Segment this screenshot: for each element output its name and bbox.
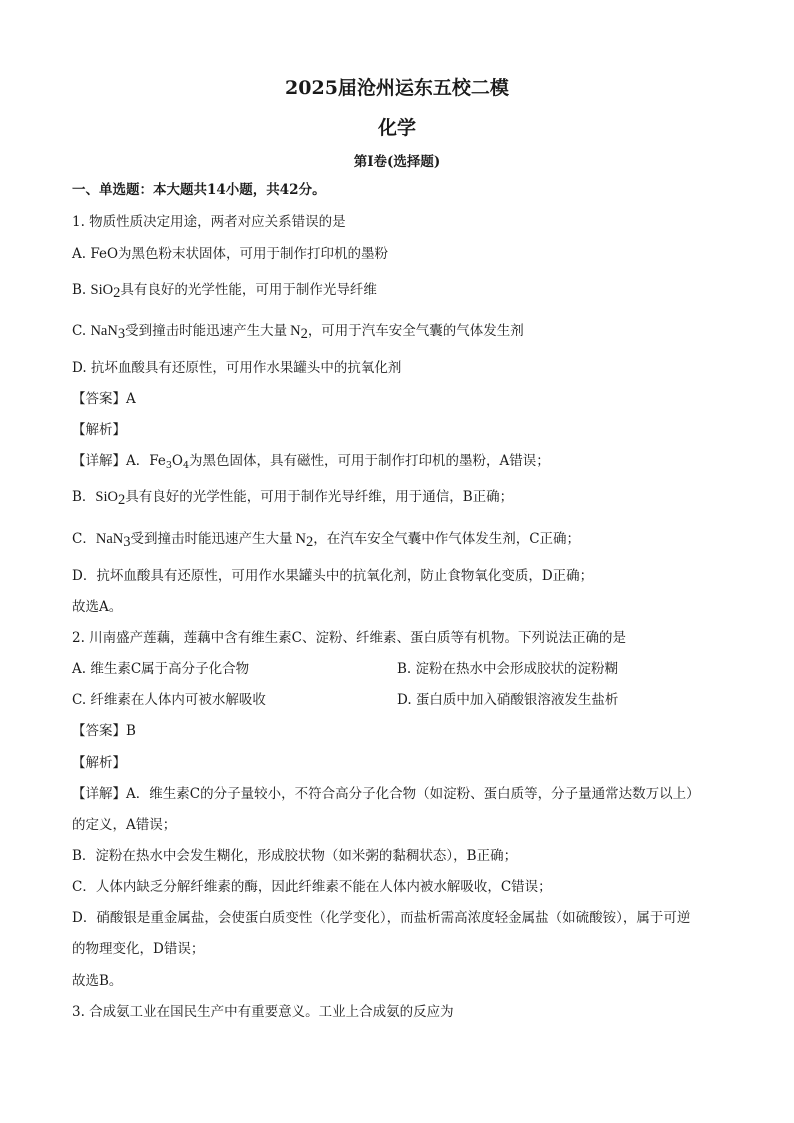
q2-detail-c: C．人体内缺乏分解纤维素的酶，因此纤维素不能在人体内被水解吸收，C错误； bbox=[72, 879, 552, 895]
q1-detail-c-text2: ，在汽车安全气囊中作气体发生剂，C正确； bbox=[313, 531, 581, 547]
q1-option-d: D. 抗坏血酸具有还原性，可用作水果罐头中的抗氧化剂 bbox=[72, 360, 402, 376]
q1-detail-c-formula2-sub: 2 bbox=[305, 534, 314, 550]
q1-detail-d: D．抗坏血酸具有还原性，可用作水果罐头中的抗氧化剂，防止食物氧化变质，D正确； bbox=[72, 568, 594, 584]
q1-option-b-formula-sub: 2 bbox=[113, 285, 121, 301]
q1-detail-a bbox=[72, 452, 550, 470]
q1-detail-b-prefix: B． bbox=[72, 489, 96, 505]
q1-detail-b bbox=[72, 488, 513, 506]
q2-detail-b: B．淀粉在热水中会发生糊化，形成胶状物（如米粥的黏稠状态），B正确； bbox=[72, 848, 518, 864]
q1-detail-a-mid: O bbox=[171, 453, 183, 469]
q1-option-a: A. FeO为黑色粉末状固体，可用于制作打印机的墨粉 bbox=[72, 246, 389, 262]
volume-heading: 第I卷(选择题) bbox=[353, 154, 441, 170]
q2-detail-d-line2: 的物理变化，D错误； bbox=[72, 941, 205, 957]
q3-stem: 3. 合成氨工业在国民生产中有重要意义。工业上合成氨的反应为 bbox=[72, 1004, 454, 1020]
q1-detail-c bbox=[72, 530, 580, 548]
q1-option-b-formula: SiO bbox=[90, 282, 114, 298]
subject-title: 化学 bbox=[377, 117, 416, 139]
q2-detail-a-line2: 的定义，A错误； bbox=[72, 817, 177, 833]
q2-conclusion: 故选B。 bbox=[72, 973, 123, 989]
q1-option-c-formula: NaN bbox=[90, 323, 118, 339]
q2-stem: 2. 川南盛产莲藕，莲藕中含有维生素C、淀粉、纤维素、蛋白质等有机物。下列说法正确的是 bbox=[72, 630, 626, 646]
q2-detail-a-line1: 【详解】A．维生素C的分子量较小，不符合高分子化合物（如淀粉、蛋白质等，分子量通常达数万以上） bbox=[72, 786, 700, 802]
q1-option-c-text: 受到撞击时能迅速产生大量 bbox=[125, 323, 288, 339]
q1-detail-b-formula-sub: 2 bbox=[118, 492, 126, 508]
q2-answer: 【答案】B bbox=[72, 723, 136, 739]
q1-detail-c-formula2: N bbox=[295, 531, 306, 547]
q1-detail-a-text: 为黑色固体，具有磁性，可用于制作打印机的墨粉，A错误； bbox=[189, 453, 550, 469]
q2-option-c: C. 纤维素在人体内可被水解吸收 bbox=[72, 692, 266, 708]
q1-option-b bbox=[72, 281, 377, 299]
q1-detail-a-sub2: 4 bbox=[183, 460, 190, 471]
q1-conclusion: 故选A。 bbox=[72, 599, 123, 615]
q2-option-b: B. 淀粉在热水中会形成胶状的淀粉糊 bbox=[397, 661, 619, 677]
q1-option-c-formula2: N bbox=[290, 323, 301, 339]
q1-option-c-formula-sub: 3 bbox=[117, 326, 126, 342]
section-heading: 一、单选题：本大题共14小题，共42分。 bbox=[72, 182, 326, 198]
q2-analysis-label: 【解析】 bbox=[72, 755, 126, 771]
q1-detail-c-formula-sub: 3 bbox=[123, 534, 131, 550]
q1-option-c-text2: ，可用于汽车安全气囊的气体发生剂 bbox=[307, 323, 524, 339]
q1-detail-c-formula: NaN bbox=[95, 531, 124, 547]
q1-option-b-text: 具有良好的光学性能，可用于制作光导纤维 bbox=[120, 282, 377, 298]
q1-answer: 【答案】A bbox=[72, 391, 136, 407]
q1-stem: 1. 物质性质决定用途，两者对应关系错误的是 bbox=[72, 214, 346, 230]
page-title: 2025届沧州运东五校二模 bbox=[285, 77, 509, 99]
q1-detail-a-sub1: 3 bbox=[165, 460, 172, 471]
q1-detail-c-prefix: C． bbox=[72, 531, 96, 547]
q1-detail-c-text: 受到撞击时能迅速产生大量 bbox=[130, 531, 293, 547]
q1-option-c bbox=[72, 322, 524, 340]
q1-option-b-prefix: B. bbox=[72, 282, 91, 298]
q1-analysis-label: 【解析】 bbox=[72, 422, 126, 438]
q1-option-c-prefix: C. bbox=[72, 323, 91, 339]
q2-option-a: A. 维生素C属于高分子化合物 bbox=[72, 661, 250, 677]
q1-detail-a-prefix: 【详解】A．Fe bbox=[72, 453, 166, 469]
q2-option-d: D. 蛋白质中加入硝酸银溶液发生盐析 bbox=[397, 692, 619, 708]
q1-detail-b-text: 具有良好的光学性能，可用于制作光导纤维，用于通信，B正确； bbox=[125, 489, 514, 505]
q2-detail-d-line1: D．硝酸银是重金属盐，会使蛋白质变性（化学变化），而盐析需高浓度轻金属盐（如硫酸铵），属于可逆 bbox=[72, 910, 691, 926]
q1-option-c-formula2-sub: 2 bbox=[300, 326, 308, 342]
q1-detail-b-formula: SiO bbox=[95, 489, 118, 505]
